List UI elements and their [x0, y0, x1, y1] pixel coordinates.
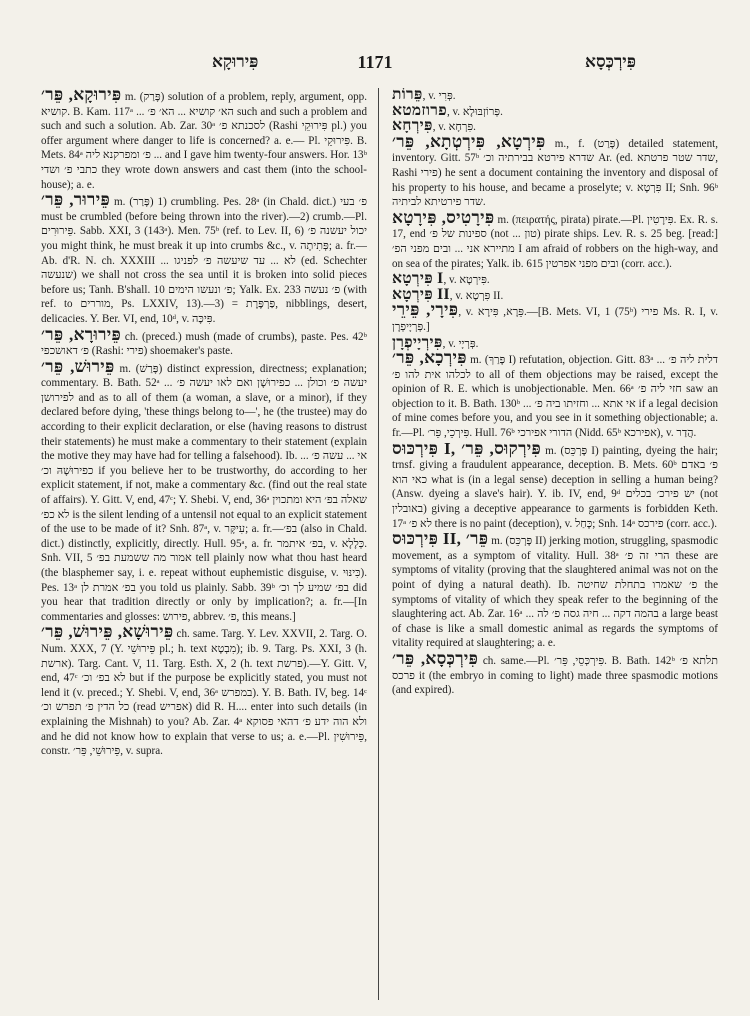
dictionary-entry — [392, 648, 718, 698]
entry-body: , v. פִּירְטָא. — [443, 274, 490, 287]
entry-headword: פִּירְטָא I — [392, 270, 444, 288]
entry-body: ch. same.—Pl. פִּירְכְּסֵי, פֵּר׳. B. Bath. 142ᵇ תלתא פ׳ פרכס it (the embryo in coming to light) made three spasmodic motions (and expired). — [392, 654, 718, 697]
entry-headword: פִּירָי, פֵּירֵי — [392, 300, 459, 320]
entry-headword: פִּירְכּוּס II, פֵּר׳ — [392, 529, 489, 549]
page-header — [40, 52, 710, 78]
dictionary-entry — [392, 131, 718, 210]
entry-headword: פֵּירוּשָׁא, פֵּירוּשׁ, פֵּר׳ — [41, 622, 174, 642]
column-divider — [378, 88, 379, 1000]
left-column — [41, 88, 367, 1010]
entry-headword: פֵּירוּשׁ, פֵּר׳ — [41, 356, 115, 376]
entry-body: , v. פְּרְיָי. — [442, 337, 479, 350]
dictionary-entry — [41, 190, 367, 326]
entry-body: ch. same. Targ. Y. Lev. XXVII, 2. Targ. O. Num. XXX, 7 (Y. פֵּירוּשֵׁי pl.; h. text מִבְטָא); ib. 9. Targ. Ps. XXI, 3 (h. ארשת). Targ. Cant. V, 11. Targ. Esth. X, 2 (h. text פרשת).—Y. Gitt. V, end, 47ᶜ לא בפ׳ וכ׳ but if the purpose be explicitly stated, you must not lend it (v. preced.; Y. Shebi. V, end, 36ᵃ במפרש). Y. B. Bath. IV, beg. 14ᶜ כל הדין פ׳ תפרש וכ׳ (read אפריש) did R. H.... enter into such details (in explaining the Mishnah) to you? Ab. Zar. 4ᵃ ולא הוה ידע פ׳ דהאי פסוקא and he did not know how to explain that verse to us; a. e.—Pl. פֵּירוּשִׁין, constr. פֵּירוּשֵׁי, פֵּר׳, v. supra. — [41, 628, 367, 758]
running-head-left: פִּירוּקָא — [212, 52, 259, 71]
entry-body: , v. פְּרוֹזְבּוּלָא. — [446, 105, 503, 118]
entry-headword: פִּירָטִיס, פִּירָטָא — [392, 207, 495, 227]
entry-body: m. (פָּרַק) solution of a problem, reply, argument, opp. קושיא. B. Kam. 117ᵃ ... הא׳ קושיא ... הא׳ פ׳ such and such a problem and such and such a solution. Ab. Zar. 30ᵃ לסכנתא פ׳ (Rashi פִּירוּקֵי pl.) you offer argument where danger to life is concerned? a. e.— Pl. פִּירוּקֵי. B. Mets. 84ᵃ פ׳ ומפרקנא ליה ... and I gave him twenty-four answers. Hor. 13ᵇ כתבי פ׳ ושדי they wrote down answers and cast them (into the school-house); a. e. — [41, 91, 367, 191]
entry-headword: פֵּירוּר, פֵּר׳ — [41, 190, 110, 210]
entry-body: m., f. (פָּרַט) detailed statement, inventory. Gitt. 57ᵇ שדרא פירטא בבירתיה וכ׳ Ar. (ed. שדר שטר פרטתא, Rashi פירי) he sent a document containing the inventory and disposal of his property to his house, and became a proselyte; v. פִּרְטָא II; Snh. 96ᵇ שדר פירטיתא לביתיה. — [392, 137, 718, 209]
entry-headword: פֵּירוּרָא, פֵּר׳ — [41, 324, 122, 344]
entry-body: m. (פָּרַר) 1) crumbling. Pes. 28ᵃ (in Chald. dict.) פ׳ בעי must be crumbled (before being thrown into the river).—2) crumb.—Pl. פֵּירוּרִים. Sabb. XXI, 3 (143ᵃ). Men. 75ᵇ (ref. to Lev. II, 6) יכול יעשנה פ׳ you might think, he must break it up into crumbs &c., v. פְּתִיתָה; a. fr.—Ab. d'R. N. ch. XXXIII ... לא ... עד שיעשה פ׳ לפניגו (ed. Schechter שנעשה) we shall not cross the sea until it is broken into solid pieces before us; Tanh. B'shall. 10 פ׳ ונעשו הימים; Yalk. Ex. 233 פ׳ נעשה (with ref. to מוררים, Ps. LXXIV, 13).—3) = פַּרְפֶּרֶת, nibblings, desert, delicacies. Y. Ber. VI, end, 10ᵈ, v. פִּיכָּה. — [41, 196, 367, 325]
entry-body: m. (פָּרַשׁ) distinct expression, directness; explanation; commentary. B. Bath. 52ᵃ ... יעשה פ׳ וכולן ... כפירוּשָׁן ואם לאו יעשה פ׳ לפירושן and as to all of them (a woman, a slave, or a minor), if they declared before dying, 'these things belong to—', he (the trustee) may do according to their explicit declaration, or else (having reasons to distrust their statements) he must make a commentary to their statement (explain the motive they may have had for telling a falsehood). Ib. ... אי ... עשה פ׳ כפירוּשָׁהּ וכ׳ if you believe her to be trustworthy, do according to her explicit statement, if not, make a commentary &c. (find out the real state of affairs). Y. Gitt. V, end, 47ᶜ; Y. Shebi. V, end, 36ᵃ שאלה בפ׳ היא ומתכוין לא כפ׳ is the silent lending of a untensil not equal to an explicit statement of the use to be made of it? Snh. 87ᵃ, v. עִיקָּר; a. fr.—בפ׳ (also in Chald. dict.) distinctly, explicitly, directly. Hull. 95ᵃ, a. fr. בפ׳ איתמר, v. כְּלָלָא. Snh. VII, 5 אמור מה ששמעת בפ׳ tell plainly now what thou hast heard (the blasphemer say, i. e. repeat without euphemistic disguise, v. כִּינּוּי). Pes. 13ᵃ בפ׳ אמרת לן you told us plainly. Sabb. 39ᵇ בפ׳ שמיע לך וכ׳ did you hear that tradition directly or only by implication?; a. fr.—[In commentaries and glosses: פירוש, abbrev. פ׳, this means.] — [41, 362, 367, 623]
dictionary-entry — [392, 101, 718, 120]
page-number: 1171 — [357, 52, 393, 72]
dictionary-entry — [392, 300, 718, 334]
entry-headword: פֵּרוֹת — [392, 88, 423, 103]
entry-headword: פרוזמטא — [392, 101, 447, 119]
entry-headword: פִּירוּקָא, פֵּר׳ — [41, 88, 122, 104]
entry-headword: פִּירְיָיפְרָן — [392, 333, 443, 351]
dictionary-entry — [392, 438, 718, 532]
entry-body: , v. פֵּרָא, פִּירָא.—[B. Mets. VI, 1 (75ᵇ) פירי Ms. R. I, v. פְּרְיָיפְרָן.] — [392, 306, 718, 333]
dictionary-entry — [41, 88, 367, 192]
running-head-right: פִּירְכְּסָא — [585, 52, 636, 71]
entry-body: m. (פָּרַךְ I) refutation, objection. Gitt. 83ᵃ ... דלית ליה פ׳ לכלהו אית להו פ׳ to all of them objections may be raised, except the opinion of R. E. which is unobjectionable. Men. 66ᵃ חזי ליה פ׳ saw an objection to it. B. Bath. 130ᵇ ... אי אתא ... וחזיתו ביה פ׳ if a legal decision of mine comes before you, and you see in it something objectionable; a. fr.—Pl. פִּירְכֵי, פֵּר׳. Hull. 76ᵇ הדורי אפירכי (Nidd. 65ᵇ אפירכא), v. הֲדַר. — [392, 354, 718, 440]
entry-headword: פִּירְכָא, פֵּר׳ — [392, 348, 467, 368]
entry-body: m. (πειρατής, pirata) pirate.—Pl. פִּירָטִין. Ex. R. s. 17, end ספינות של פ׳ (not ... טון) pirate ships. Lev. R. s. 25 beg. [read:] מתיירא אני ... ובים מפני הפ׳ I am afraid of robbers on the high-way, and on sea of the pirates; Yalk. ib. 615 ובים מפני אפרטין (corr. acc.). — [392, 213, 718, 270]
entry-headword: פִּירְטָא, פִּירְטְתָא, פֵּר׳ — [392, 131, 546, 151]
entry-body: , v. פִּרְחָא. — [432, 121, 476, 134]
entry-body: , v. פְּרִי. — [422, 90, 456, 102]
dictionary-entry — [392, 529, 718, 651]
entry-headword: פִּירְכּוּס I, פִּירְקוּס, פֵּר׳ — [392, 438, 542, 458]
dictionary-entry — [41, 622, 367, 758]
entry-headword: פִּירְחָא — [392, 117, 433, 135]
entry-body: m. (פָּרְכֵּס I) painting, dyeing the hair; trnsf. giving a fraudulent appearance, deception. B. Mets. 60ᵇ פ׳ באדם כאי הוא what is (in a legal sense) deception in selling a human being? (Answ. dyeing a slave's hair). Y. ib. IV, end, 9ᵈ יש פירכ׳ בכלים (not באובלין) giving a deceptive appearance to garments is forbidden Keth. 17ᵃ לא פ׳ there is no paint (deception), v. כָּחַל; Snh. 14ᵃ פירכס (corr. acc.). — [392, 444, 718, 530]
dictionary-entry — [41, 324, 367, 359]
entry-headword: פִּירְטָא II — [392, 285, 450, 303]
entry-body: , v. פִּרְטָא II. — [449, 289, 504, 302]
dictionary-entry — [392, 348, 718, 441]
dictionary-entry — [41, 356, 367, 625]
entry-body: ch. (preced.) mush (made of crumbs), paste. Pes. 42ᵇ פ׳ דאושכפי (Rashi: פירי) shoemaker's paste. — [41, 330, 367, 358]
entry-headword: פִּירְכְּסָא, פֵּר׳ — [392, 648, 479, 668]
dictionary-entry — [392, 207, 718, 271]
entry-body: m. (פָּרְכֵּס II) jerking motion, struggling, spasmodic movement, as a symptom of vitality. Hull. 38ᵃ הרי זה פ׳ these are symptoms of vitality (proving that the slaughtered animal was not on the point of dying a natural death). Ib. פ׳ שאמרו בתחלת שחיטה the symptoms of vitality of which they speak refer to the beginning of the slaughtering act. Ab. Zar. 16ᵃ ... בהמה דקה ... חיה גסה פ׳ לה a large beast of chase is like a small domestic animal as regards the symptoms of vitality required at slaughtering; a. e. — [392, 535, 718, 650]
right-column — [392, 88, 718, 1010]
